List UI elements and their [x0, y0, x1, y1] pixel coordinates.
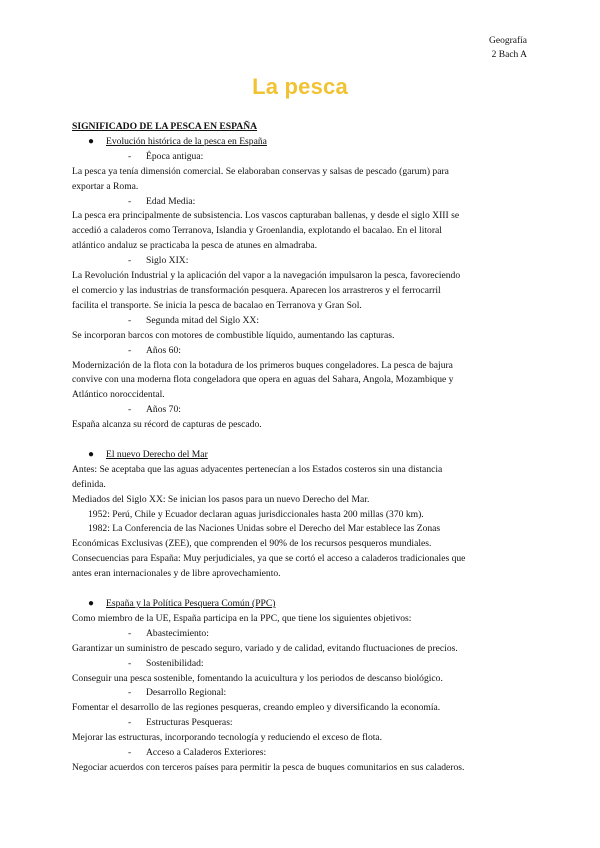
item-text: Negociar acuerdos con terceros países para permitir la pesca de buques comunitarios en sus caladeros.	[72, 761, 465, 773]
bullet-derecho-mar: ● El nuevo Derecho del Mar	[72, 448, 532, 463]
item-text: Conseguir una pesca sostenible, fomentando la acuicultura y los periodos de descanso biológico.	[72, 672, 443, 684]
item-text: Se incorporan barcos con motores de combustible líquido, aumentando las capturas.	[72, 329, 395, 341]
indented-line: 1952: Perú, Chile y Ecuador declaran aguas jurisdiccionales hasta 200 millas (370 km).	[88, 508, 424, 520]
item-label: - Edad Media:	[128, 195, 196, 207]
item-text: el comercio y las industrias de transformación pesquera. Aparecen los arrastreros y el ferrocarril	[72, 284, 441, 296]
item-text: España alcanza su récord de capturas de pescado.	[72, 419, 262, 431]
item-label: - Acceso a Caladeros Exteriores:	[128, 747, 267, 759]
item-text: Atlántico noroccidental.	[72, 389, 165, 401]
item-text: accedió a caladeros como Terranova, Islandia y Groenlandia, explotando el bacalao. En el litoral	[72, 225, 442, 237]
item-label: - Siglo XIX:	[128, 255, 189, 267]
item-label: - Años 60:	[128, 344, 181, 356]
item-text: Fomentar el desarrollo de las regiones pesqueras, creando empleo y diversificando la economía.	[72, 702, 441, 714]
paragraph-line: Consecuencias para España: Muy perjudiciales, ya que se cortó el acceso a caladeros tradicionales que	[72, 553, 466, 565]
item-text: Modernización de la flota con la botadura de los primeros buques congeladores. La pesca de bajura	[72, 359, 453, 371]
paragraph-line: Como miembro de la UE, España participa en la PPC, que tiene los siguientes objetivos:	[72, 612, 412, 624]
item-text: Mejorar las estructuras, incorporando tecnología y reduciendo el exceso de flota.	[72, 732, 383, 744]
item-label: - Época antigua:	[128, 150, 204, 162]
indented-line: 1982: La Conferencia de las Naciones Unidas sobre el Derecho del Mar establece las Zonas	[88, 523, 441, 535]
paragraph-line: Mediados del Siglo XX: Se inician los pasos para un nuevo Derecho del Mar.	[72, 493, 370, 505]
item-text: Garantizar un suministro de pescado seguro, variado y de calidad, evitando fluctuaciones de precios.	[72, 642, 458, 654]
item-label: - Sostenibilidad:	[128, 657, 204, 669]
bullet-ppc: ● España y la Política Pesquera Común (PPC)	[72, 597, 532, 612]
bullet-icon: ●	[88, 448, 95, 460]
item-text: atlántico andaluz se practicaba la pesca de atunes en almadraba.	[72, 240, 318, 252]
item-text: exportar a Roma.	[72, 180, 139, 192]
item-label: - Abastecimiento:	[128, 627, 209, 639]
bullet-icon: ●	[88, 135, 95, 147]
item-text: La Revolución Industrial y la aplicación del vapor a la navegación impulsaron la pesca, favoreciendo	[72, 270, 461, 282]
paragraph-line: definida.	[72, 478, 106, 490]
item-text: La pesca ya tenía dimensión comercial. Se elaboraban conservas y salsas de pescado (garum) para	[72, 165, 449, 177]
item-label: - Estructuras Pesqueras:	[128, 717, 233, 729]
item-text: convive con una moderna flota congeladora que opera en aguas del Sahara, Angola, Mozambique y	[72, 374, 454, 386]
bullet-icon: ●	[88, 597, 95, 609]
header-subject: Geografía	[489, 36, 527, 46]
paragraph-line: antes eran internacionales y de libre aprovechamiento.	[72, 568, 281, 580]
section-title: SIGNIFICADO DE LA PESCA EN ESPAÑA	[72, 121, 258, 132]
bullet-evolucion: ● Evolución histórica de la pesca en España	[72, 135, 532, 150]
page-title: La pesca	[252, 74, 348, 99]
item-label: - Años 70:	[128, 404, 181, 416]
document-body	[72, 120, 532, 776]
paragraph-line: Antes: Se aceptaba que las aguas adyacentes pertenecían a los Estados costeros sin una distancia	[72, 463, 443, 475]
item-text: facilita el transporte. Se inicia la pesca de bacalao en Terranova y Gran Sol.	[72, 299, 362, 311]
header-course: 2 Bach A	[491, 50, 527, 60]
item-label: - Segunda mitad del Siglo XX:	[128, 314, 259, 326]
paragraph-line: Económicas Exclusivas (ZEE), que comprenden el 90% de los recursos pesqueros mundiales.	[72, 538, 432, 550]
item-label: - Desarrollo Regional:	[128, 687, 227, 699]
item-text: La pesca era principalmente de subsistencia. Los vascos capturaban ballenas, y desde el siglo XIII se	[72, 210, 460, 222]
